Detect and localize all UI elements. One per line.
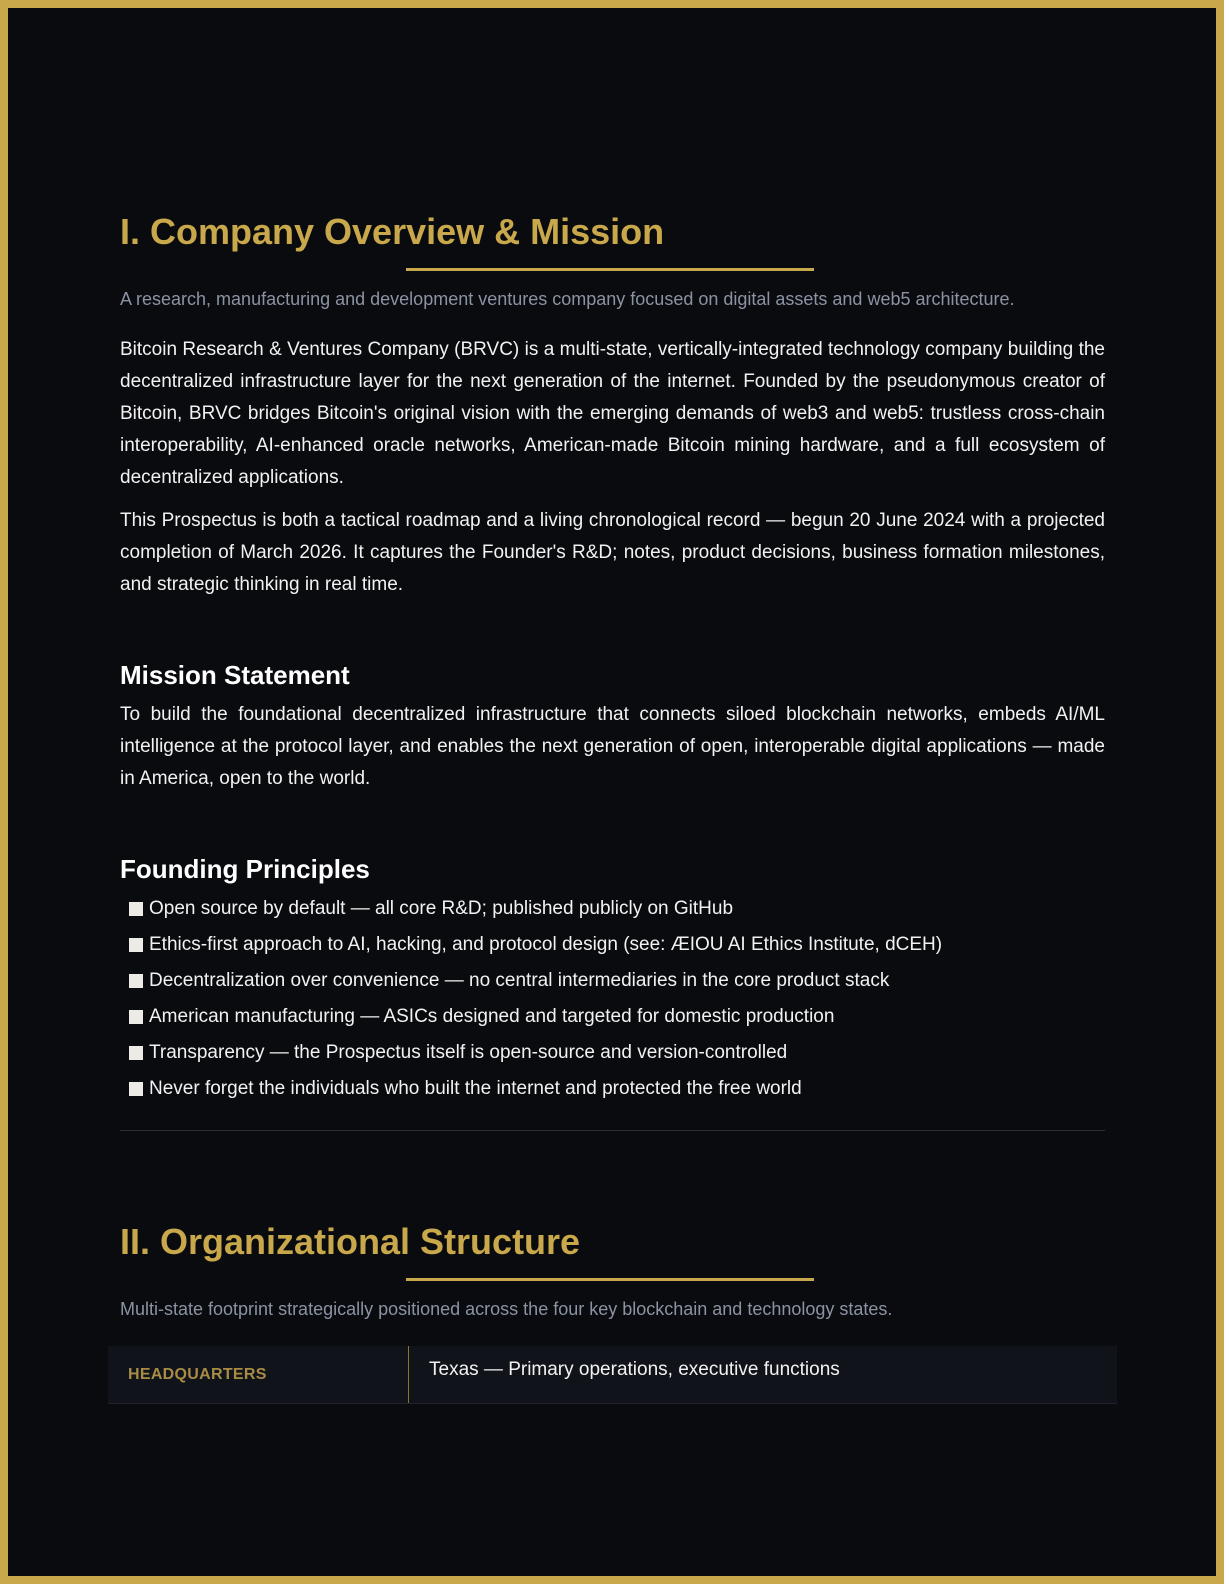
mission-heading: Mission Statement [120, 660, 350, 690]
list-item [120, 891, 1105, 927]
overview-paragraph-2: This Prospectus is both a tactical roadmap and a living chronological record — begun 20 June 2024 with a projected completion of March 2026. It captures the Founder's R&D; notes, product decisions, business formation milestones, and strategic thinking in real time. [120, 510, 1105, 595]
table-key-cell [108, 1346, 409, 1403]
section-2-title-rule [406, 1278, 814, 1281]
principle-text: Ethics-first approach to AI, hacking, and protocol design (see: ÆIOU AI Ethics Institute, dCEH) [149, 934, 943, 955]
square-bullet-icon [129, 1010, 143, 1024]
document-page [8, 8, 1216, 1576]
list-item [120, 963, 1105, 999]
section-2-subtitle: Multi-state footprint strategically positioned across the four key blockchain and technology states. [120, 1299, 893, 1319]
square-bullet-icon [129, 1082, 143, 1096]
list-item [120, 927, 1105, 963]
headquarters-label: HEADQUARTERS [128, 1366, 267, 1383]
list-item [120, 1035, 1105, 1071]
square-bullet-icon [129, 1046, 143, 1060]
section-divider [120, 1130, 1105, 1131]
principle-text: Decentralization over convenience — no central intermediaries in the core product stack [149, 970, 890, 991]
headquarters-value: Texas — Primary operations, executive functions [429, 1359, 840, 1380]
principles-list [120, 891, 1105, 1107]
principle-text: Open source by default — all core R&D; published publicly on GitHub [149, 898, 734, 919]
section-1-subtitle: A research, manufacturing and development ventures company focused on digital assets and web5 architecture. [120, 289, 1015, 309]
list-item [120, 1071, 1105, 1107]
section-1-title-rule [406, 268, 814, 271]
section-1-title: I. Company Overview & Mission [120, 211, 665, 252]
principle-text: Transparency — the Prospectus itself is open-source and version-controlled [149, 1042, 788, 1063]
overview-paragraph-1: Bitcoin Research & Ventures Company (BRVC) is a multi-state, vertically-integrated technology company building the decentralized infrastructure layer for the next generation of the internet. Founded by the pseudonymous creator of Bitcoin, BRVC bridges Bitcoin's original vision with the emerging demands of web3 and web5: trustless cross-chain interoperability, AI-enhanced oracle networks, American-made Bitcoin mining hardware, and a full ecosystem of decentralized applications. [120, 339, 1105, 488]
principle-text: American manufacturing — ASICs designed and targeted for domestic production [149, 1006, 835, 1027]
section-2-title: II. Organizational Structure [120, 1221, 581, 1262]
square-bullet-icon [129, 938, 143, 952]
square-bullet-icon [129, 902, 143, 916]
org-structure-table [108, 1346, 1117, 1404]
list-item [120, 999, 1105, 1035]
mission-text: To build the foundational decentralized infrastructure that connects siloed blockchain networks, embeds AI/ML intelligence at the protocol layer, and enables the next generation of open, interoperable digital applications — made in America, open to the world. [120, 704, 1105, 789]
principles-heading: Founding Principles [120, 854, 370, 884]
principle-text: Never forget the individuals who built the internet and protected the free world [149, 1078, 802, 1099]
square-bullet-icon [129, 974, 143, 988]
